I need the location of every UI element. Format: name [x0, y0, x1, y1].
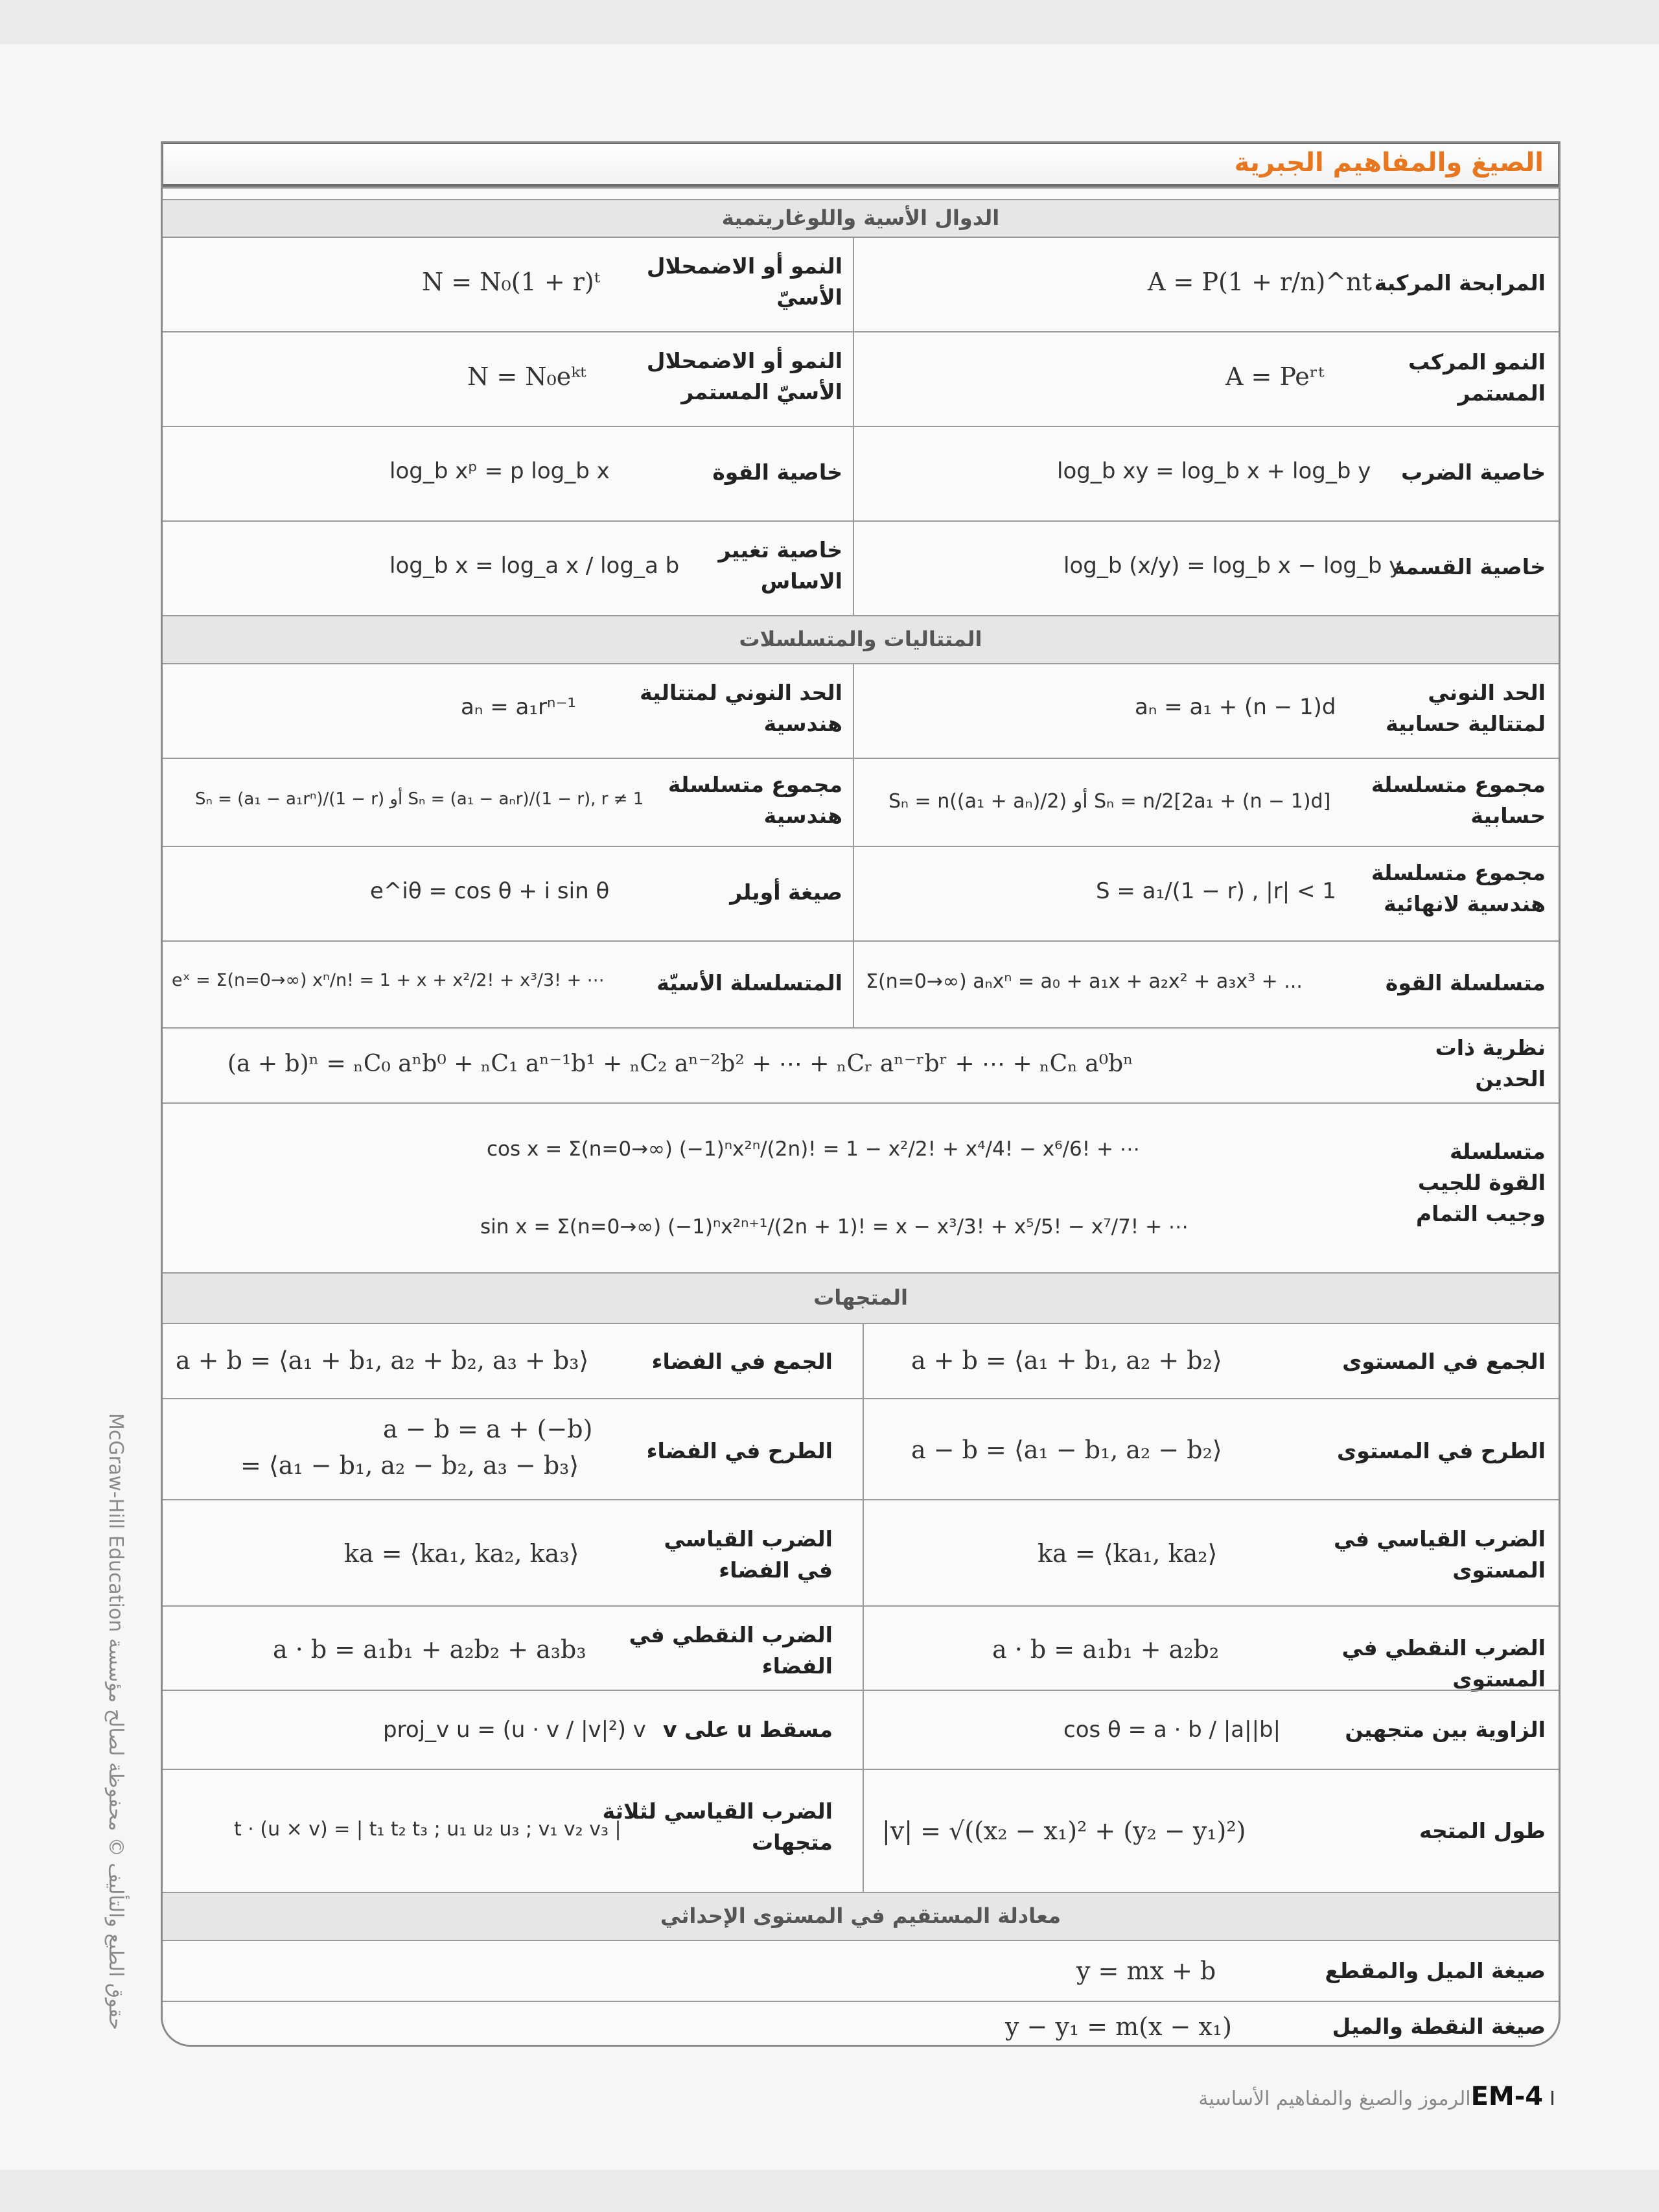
formula: aₙ = a₁ + (n − 1)d [1135, 694, 1336, 720]
copyright-credit: McGraw-Hill Education حقوق الطبع والتأليف © محفوظة لصالح مؤسسة [104, 1413, 127, 2031]
formula-label: خاصية تغيير الاساس [718, 537, 842, 594]
table-row [163, 1102, 1559, 1272]
formula: eˣ = Σ(n=0→∞) xⁿ/n! = 1 + x + x²/2! + x³/3! + ⋯ [172, 970, 605, 990]
section-header-lines [163, 1892, 1559, 1940]
table-row [163, 520, 1559, 615]
formula-label: طول المتجه [1419, 1818, 1546, 1843]
formula: a · b = a₁b₁ + a₂b₂ + a₃b₃ [273, 1635, 586, 1664]
formula: sin x = Σ(n=0→∞) (−1)ⁿx²ⁿ⁺¹/(2n + 1)! = x − x³/3! + x⁵/5! − x⁷/7! + ⋯ [480, 1215, 1189, 1239]
formula: ka = ⟨ka₁, ka₂⟩ [1038, 1539, 1218, 1568]
section-header-exp-log [163, 199, 1559, 237]
formula-label: الطرح في المستوى [1337, 1438, 1546, 1463]
formula: S = a₁/(1 − r) , |r| < 1 [1096, 878, 1336, 904]
formula-label: الضرب القياسي لثلاثة متجهات [602, 1799, 833, 1855]
table-row [163, 940, 1559, 1027]
formula-label: الضرب النقطي في الفضاء [629, 1622, 833, 1679]
formula: log_b (x/y) = log_b x − log_b y [1063, 553, 1402, 579]
formula-label: مجموع متسلسلة هندسية [667, 772, 842, 828]
table-row [163, 1027, 1559, 1102]
formula: t · (u × v) = | t₁ t₂ t₃ ; u₁ u₂ u₃ ; v₁ v₂ v₃ | [234, 1818, 621, 1841]
formula-label: خاصية القوة [712, 460, 842, 485]
formula-label: الضرب القياسي في الفضاء [664, 1526, 833, 1583]
formula-label: مسقط u على v [663, 1717, 833, 1742]
formula: cos x = Σ(n=0→∞) (−1)ⁿx²ⁿ/(2n)! = 1 − x²/2! + x⁴/4! − x⁶/6! + ⋯ [487, 1137, 1140, 1161]
formula-label: نظرية ذات الحدين [1435, 1035, 1546, 1091]
formula-label: مجموع متسلسلة حسابية [1371, 772, 1546, 828]
title-bar [161, 141, 1560, 187]
section-label: المتتاليات والمتسلسلات [739, 627, 982, 651]
formula: y − y₁ = m(x − x₁) [1005, 2012, 1232, 2041]
formula-label: الزاوية بين متجهين [1345, 1717, 1546, 1742]
table-row [163, 331, 1559, 426]
formula-label: الحد النوني لمتتالية حسابية [1386, 680, 1546, 736]
formula-label: الضرب القياسي في المستوى [1333, 1526, 1546, 1583]
table-row [163, 758, 1559, 846]
formula: ka = ⟨ka₁, ka₂, ka₃⟩ [344, 1539, 579, 1568]
formula: A = P(1 + r/n)^nt [1148, 268, 1372, 296]
formula: log_b x = log_a x / log_a b [389, 553, 680, 579]
table-row [163, 1323, 1559, 1398]
section-label: الدوال الأسية واللوغاريتمية [721, 205, 1000, 230]
formula-label: الجمع في الفضاء [651, 1349, 833, 1374]
formula-label: خاصية القسمة [1392, 554, 1546, 579]
formula: aₙ = a₁rⁿ⁻¹ [461, 694, 577, 720]
section-header-vectors [163, 1272, 1559, 1323]
formula: N = N₀(1 + r)ᵗ [422, 268, 601, 296]
table-row [163, 663, 1559, 758]
formula: (a + b)ⁿ = ₙC₀ aⁿb⁰ + ₙC₁ aⁿ⁻¹b¹ + ₙC₂ aⁿ⁻²b² + ⋯ + ₙCᵣ aⁿ⁻ʳbʳ + ⋯ + ₙCₙ a⁰bⁿ [227, 1051, 1133, 1077]
formula-label: الطرح في الفضاء [646, 1438, 833, 1463]
formula-label: الحد النوني لمتتالية هندسية [640, 680, 842, 736]
formula-label: صيغة الميل والمقطع [1325, 1958, 1546, 1983]
formula-label: النمو أو الاضمحلال الأسيّ [646, 253, 842, 310]
formula-label: الجمع في المستوى [1342, 1349, 1546, 1374]
page-title: الصيغ والمفاهيم الجبرية [1234, 148, 1544, 178]
formula-label: الضرب النقطي في المستوى [1341, 1635, 1546, 1692]
table-row [163, 1940, 1559, 2001]
table-row [163, 426, 1559, 520]
formula-label: متسلسلة القوة [1385, 970, 1546, 995]
formula-label: صيغة النقطة والميل [1332, 2014, 1546, 2039]
formula-label: متسلسلة القوة للجيب وجيب التمام [1415, 1139, 1546, 1226]
formula-label: النمو أو الاضمحلال الأسيّ المستمر [646, 348, 842, 404]
formula: cos θ = a · b / |a||b| [1063, 1717, 1281, 1743]
formula: a · b = a₁b₁ + a₂b₂ [992, 1635, 1220, 1664]
table-row [163, 1499, 1559, 1605]
formula-label: مجموع متسلسلة هندسية لانهائية [1371, 860, 1546, 916]
formula: e^iθ = cos θ + i sin θ [370, 878, 610, 904]
table-row [163, 846, 1559, 940]
page-footer: EM-4 Iالرموز والصيغ والمفاهيم الأساسية [1198, 2082, 1555, 2112]
section-label: المتجهات [813, 1285, 908, 1310]
section-label: معادلة المستقيم في المستوى الإحداثي [660, 1903, 1062, 1928]
formula: a + b = ⟨a₁ + b₁, a₂ + b₂, a₃ + b₃⟩ [176, 1346, 589, 1375]
formula: log_b xᵖ = p log_b x [389, 458, 610, 484]
formula-table [161, 141, 1560, 2047]
formula: |v| = √((x₂ − x₁)² + (y₂ − y₁)²) [882, 1817, 1246, 1845]
formula-label: النمو المركب المستمر [1408, 349, 1546, 406]
formula: y = mx + b [1076, 1957, 1216, 1985]
formula: N = N₀eᵏᵗ [467, 362, 586, 391]
formula-label: صيغة أويلر [730, 879, 842, 905]
table-row [163, 1605, 1559, 1690]
formula: a − b = ⟨a₁ − b₁, a₂ − b₂⟩ [911, 1436, 1222, 1464]
table-row [163, 2001, 1559, 2047]
formula: log_b xy = log_b x + log_b y [1057, 458, 1371, 484]
table-row [163, 1690, 1559, 1769]
formula: a + b = ⟨a₁ + b₁, a₂ + b₂⟩ [911, 1346, 1222, 1375]
formula: Σ(n=0→∞) aₙxⁿ = a₀ + a₁x + a₂x² + a₃x³ + ... [866, 970, 1303, 993]
formula: Sₙ = n((a₁ + aₙ)/2) أو Sₙ = n/2[2a₁ + (n − 1)d] [888, 790, 1331, 813]
section-header-sequences [163, 615, 1559, 663]
table-row [163, 1769, 1559, 1892]
formula-label: المتسلسلة الأسيّة [656, 970, 842, 995]
formula: a − b = a + (−b) [383, 1415, 593, 1443]
formula-label: خاصية الضرب [1401, 460, 1546, 485]
formula: = ⟨a₁ − b₁, a₂ − b₂, a₃ − b₃⟩ [240, 1451, 579, 1480]
formula: proj_v u = (u · v / |v|²) v [383, 1717, 646, 1743]
footer-title: الرموز والصيغ والمفاهيم الأساسية [1198, 2088, 1471, 2110]
formula-label: المرابحة المركبة [1374, 270, 1546, 296]
page-number: EM-4 [1470, 2082, 1544, 2112]
formula: Sₙ = (a₁ − a₁rⁿ)/(1 − r) أو Sₙ = (a₁ − aₙr)/(1 − r), r ≠ 1 [195, 789, 644, 809]
formula: A = Peʳᵗ [1225, 362, 1325, 391]
table-row [163, 1398, 1559, 1499]
table-row [163, 237, 1559, 331]
